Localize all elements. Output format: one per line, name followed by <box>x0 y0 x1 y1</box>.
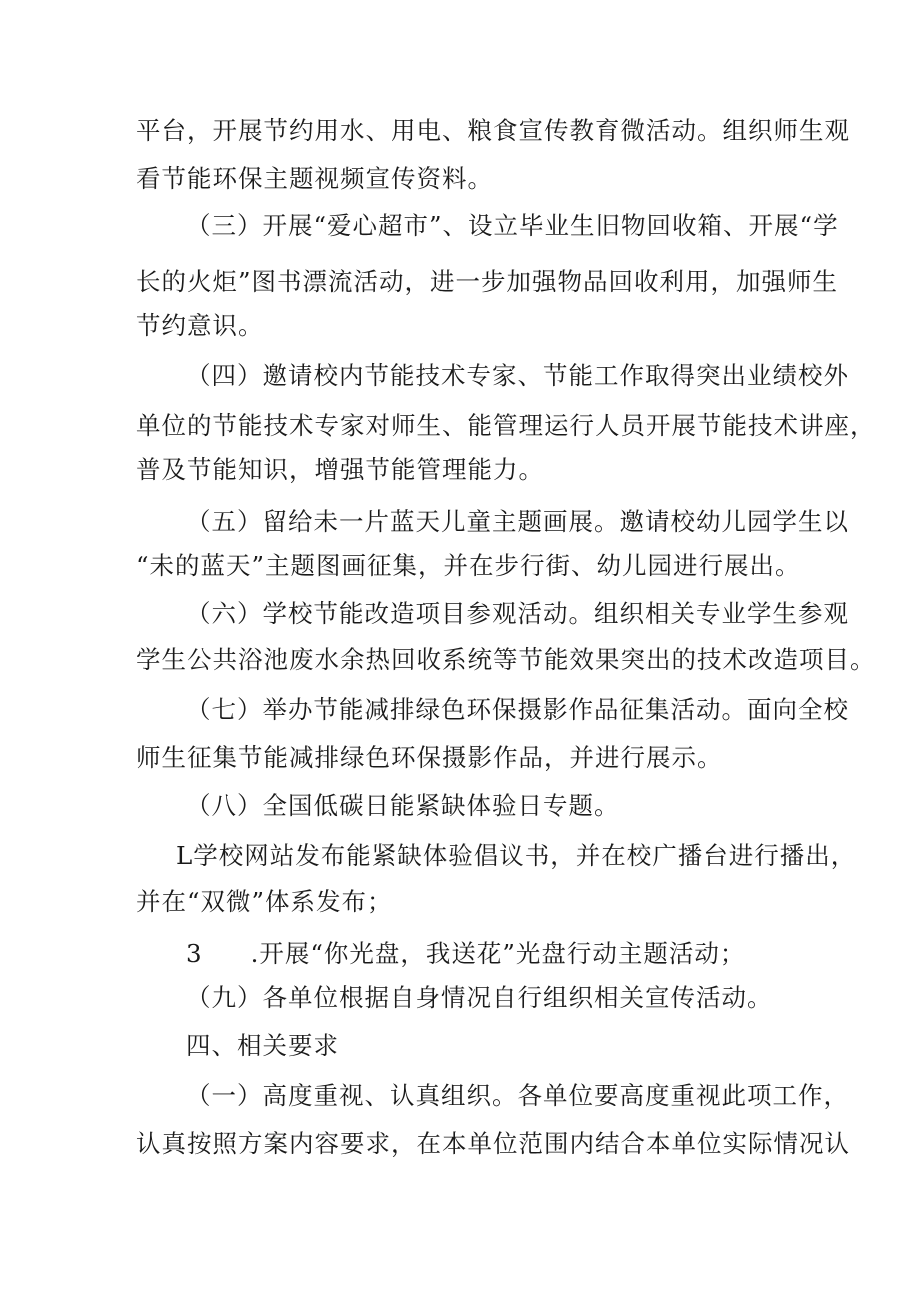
paragraph-start-line: （三）开展“爱心超市”、设立毕业生旧物回收箱、开展“学 <box>186 211 839 240</box>
paragraph-start-line: （五）留给未一片蓝天儿童主题画展。邀请校幼儿园学生以 <box>186 507 849 536</box>
paragraph-start-line: （一）高度重视、认真组织。各单位要高度重视此项工作， <box>186 1081 849 1110</box>
paragraph-start-line: （九）各单位根据自身情况自行组织相关宣传活动。 <box>186 983 773 1012</box>
body-text-line: 单位的节能技术专家对师生、能管理运行人员开展节能技术讲座， <box>136 411 876 440</box>
list-item-line: L学校网站发布能紧缺体验倡议书，并在校广播台进行播出， <box>176 841 857 870</box>
paragraph-start-line: （八）全国低碳日能紧缺体验日专题。 <box>186 791 620 820</box>
list-number: 3 <box>186 939 203 968</box>
body-text-line: 节约意识。 <box>136 311 264 340</box>
paragraph-start-line: （四）邀请校内节能技术专家、节能工作取得突出业绩校外 <box>186 361 849 390</box>
list-item-text: .开展“你光盘，我送花”光盘行动主题活动； <box>250 939 746 968</box>
body-text-line: 并在“双微”体系发布； <box>136 887 393 916</box>
body-text-line: 普及节能知识，增强节能管理能力。 <box>136 455 544 484</box>
paragraph-start-line: （七）举办节能减排绿色环保摄影作品征集活动。面向全校 <box>186 695 849 724</box>
section-heading: 四、相关要求 <box>186 1031 339 1060</box>
body-text-line: “未的蓝天”主题图画征集，并在步行街、幼儿园进行展出。 <box>136 551 801 580</box>
paragraph-start-line: （六）学校节能改造项目参观活动。组织相关专业学生参观 <box>186 599 849 628</box>
numbered-list-item <box>0 939 920 969</box>
body-text-line: 认真按照方案内容要求，在本单位范围内结合本单位实际情况认 <box>136 1129 850 1158</box>
body-text-line: 师生征集节能减排绿色环保摄影作品，并进行展示。 <box>136 743 723 772</box>
body-text-line: 平台，开展节约用水、用电、粮食宣传教育微活动。组织师生观 <box>136 116 850 145</box>
body-text-line: 看节能环保主题视频宣传资料。 <box>136 164 493 193</box>
body-text-line: 学生公共浴池废水余热回收系统等节能效果突出的技术改造项目。 <box>136 645 876 674</box>
body-text-line: 长的火炬”图书漂流活动，进一步加强物品回收利用，加强师生 <box>136 267 839 296</box>
